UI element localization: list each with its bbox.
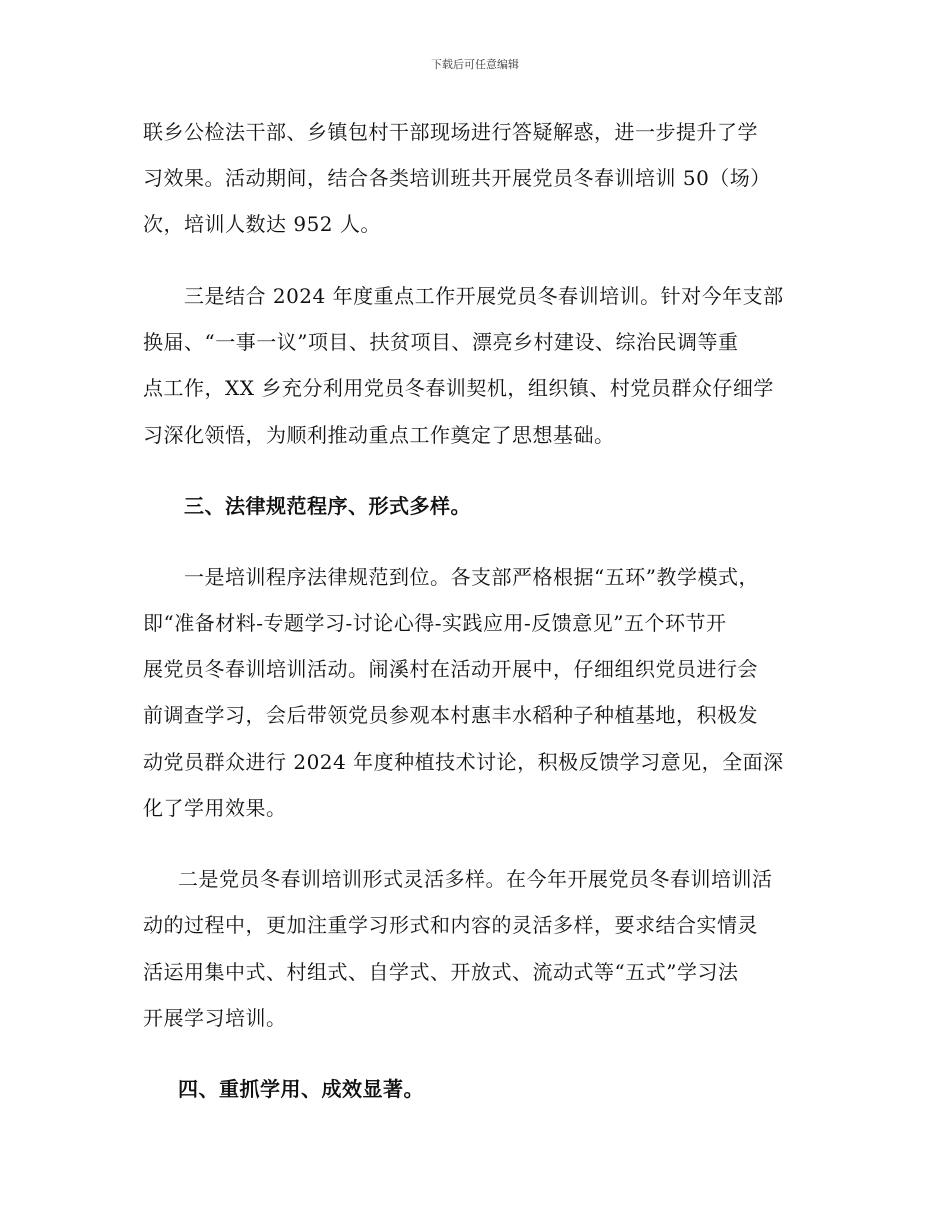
text-line: 三是结合 2024 年度重点工作开展党员冬春训培训。针对今年支部 bbox=[184, 284, 784, 308]
text-line: 即“准备材料-专题学习-讨论心得-实践应用-反馈意见”五个环节开 bbox=[143, 611, 727, 635]
text-line: 开展学习培训。 bbox=[143, 1006, 287, 1030]
page-header: 下载后可任意编辑 bbox=[431, 58, 519, 71]
text-line: 一是培训程序法律规范到位。各支部严格根据“五环”教学模式， bbox=[184, 565, 759, 589]
section-heading: 三、法律规范程序、形式多样。 bbox=[184, 494, 471, 518]
text-line: 动的过程中，更加注重学习形式和内容的灵活多样，要求结合实情灵 bbox=[143, 913, 758, 937]
text-line: 换届、“一事一议”项目、扶贫项目、漂亮乡村建设、综治民调等重 bbox=[143, 330, 739, 354]
text-line: 习效果。活动期间，结合各类培训班共开展党员冬春训培训 50（场） bbox=[143, 166, 771, 190]
section-heading: 四、重抓学用、成效显著。 bbox=[178, 1077, 424, 1101]
text-line: 动党员群众进行 2024 年度种植技术讨论，积极反馈学习意见，全面深 bbox=[143, 750, 784, 774]
text-line: 前调查学习，会后带领党员参观本村惠丰水稻种子种植基地，积极发 bbox=[143, 703, 758, 727]
text-line: 次，培训人数达 952 人。 bbox=[143, 212, 381, 236]
text-line: 展党员冬春训培训活动。闹溪村在活动开展中，仔细组织党员进行会 bbox=[143, 657, 758, 681]
text-line: 化了学用效果。 bbox=[143, 796, 287, 820]
text-line: 习深化领悟，为顺利推动重点工作奠定了思想基础。 bbox=[143, 423, 615, 447]
text-line: 活运用集中式、村组式、自学式、开放式、流动式等“五式”学习法 bbox=[143, 960, 739, 984]
text-line: 二是党员冬春训培训形式灵活多样。在今年开展党员冬春训培训活 bbox=[178, 867, 773, 891]
text-line: 联乡公检法干部、乡镇包村干部现场进行答疑解惑，进一步提升了学 bbox=[143, 120, 758, 144]
text-line: 点工作，XX 乡充分利用党员冬春训契机，组织镇、村党员群众仔细学 bbox=[143, 376, 774, 400]
